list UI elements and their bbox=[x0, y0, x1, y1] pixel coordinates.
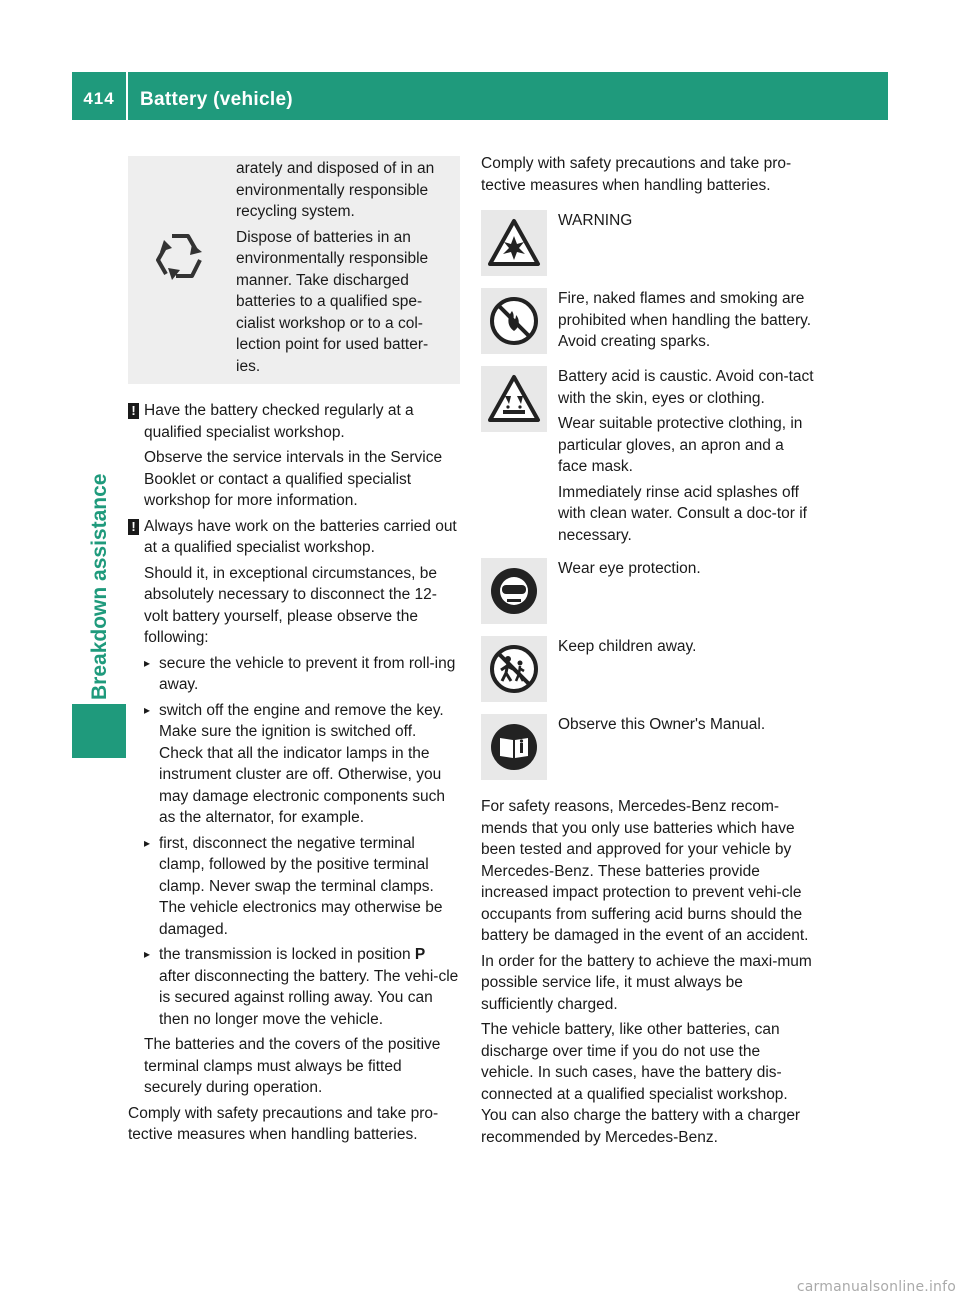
left-column bbox=[128, 156, 460, 1150]
corrosive-warning-icon bbox=[487, 374, 541, 424]
recycle-icon bbox=[148, 226, 212, 290]
symbol-box bbox=[481, 714, 547, 780]
symbol-box bbox=[481, 210, 547, 276]
symbol-row-warning bbox=[481, 210, 814, 276]
discharge-paragraph: The vehicle battery, like other batteries, can discharge over time if you do not use the vehicle. In such cases, have the battery dis-connected at a qualified specialist workshop. You can also charge the battery with a charger recommended by Mercedes-Benz. bbox=[481, 1021, 801, 1146]
recycle-text bbox=[236, 158, 446, 381]
read-manual-icon bbox=[488, 721, 540, 773]
notice-1 bbox=[128, 400, 460, 512]
section-marker bbox=[72, 704, 126, 758]
symbol-box bbox=[481, 636, 547, 702]
list-item: ▸ secure the vehicle to prevent it from roll-ing away. bbox=[144, 653, 460, 696]
recycle-paragraph-1: arately and disposed of in an environmentally responsible recycling system. bbox=[236, 160, 435, 220]
symbol-text bbox=[558, 288, 814, 353]
exclamation-icon: ! bbox=[128, 519, 139, 535]
approved-batteries-paragraph: For safety reasons, Mercedes-Benz recom-mends that you only use batteries which have been tested and approved for your vehicle by Mercedes-Benz. These batteries provide increased impact protection to prevent vehi-cle occupants from suffering acid burns should the battery be damaged in the event of an accident. bbox=[481, 798, 809, 944]
gear-position-p: P bbox=[414, 946, 426, 963]
comply-paragraph-left: Comply with safety precautions and take pro-tective measures when handling batteries. bbox=[128, 1104, 439, 1143]
symbol-box bbox=[481, 288, 547, 354]
eye-protection-icon bbox=[488, 565, 540, 617]
symbol-text-line: Wear eye protection. bbox=[558, 560, 701, 577]
symbol-row-children bbox=[481, 636, 814, 702]
list-item bbox=[144, 944, 460, 1030]
symbol-row-no-fire bbox=[481, 288, 814, 354]
symbol-text bbox=[558, 636, 814, 658]
explosion-warning-icon bbox=[487, 218, 541, 268]
notice-2-text: Always have work on the batteries carried out at a qualified specialist workshop. bbox=[144, 517, 457, 556]
list-item-text-rest: after disconnecting the battery. The vehi-cle is secured against rolling away. You can then no longer move the vehicle. bbox=[159, 967, 459, 1028]
no-fire-icon bbox=[488, 295, 540, 347]
recycle-panel bbox=[128, 156, 460, 384]
symbol-box bbox=[481, 366, 547, 432]
symbol-text-line: Immediately rinse acid splashes off with clean water. Consult a doc-tor if necessary. bbox=[558, 483, 807, 544]
notice-1-detail: Observe the service intervals in the Service Booklet or contact a qualified specialist workshop for more information. bbox=[144, 449, 443, 509]
exclamation-icon: ! bbox=[128, 403, 139, 419]
recycle-paragraph-2: Dispose of batteries in an environmentally responsible manner. Take discharged batteries to a qualified spe-cialist workshop or to a col-lection point for used batter-ies. bbox=[236, 228, 429, 375]
right-column bbox=[481, 153, 814, 1152]
symbol-box bbox=[481, 558, 547, 624]
symbol-text-line: WARNING bbox=[558, 212, 633, 229]
symbol-text bbox=[558, 366, 814, 546]
header-divider bbox=[126, 72, 128, 120]
list-item: ▸ switch off the engine and remove the key. Make sure the ignition is switched off. Check that all the indicator lamps in the instrument cluster are off. Otherwise, you may damage electronic components such as the alternator, for example. bbox=[144, 700, 460, 829]
symbol-text bbox=[558, 210, 814, 232]
symbol-row-eye-protection bbox=[481, 558, 814, 624]
covers-paragraph: The batteries and the covers of the positive terminal clamps must always be fitted securely during operation. bbox=[144, 1036, 441, 1096]
symbol-text bbox=[558, 714, 814, 736]
symbol-text-line: Keep children away. bbox=[558, 638, 697, 655]
list-item-text: the transmission is locked in position bbox=[159, 946, 411, 963]
comply-paragraph-right: Comply with safety precautions and take pro-tective measures when handling batteries. bbox=[481, 155, 792, 194]
symbol-text-line: Battery acid is caustic. Avoid con-tact with the skin, eyes or clothing. bbox=[558, 368, 814, 407]
service-life-paragraph: In order for the battery to achieve the maxi-mum possible service life, it must always be sufficiently charged. bbox=[481, 952, 812, 1013]
disconnect-steps bbox=[128, 653, 460, 1031]
notice-2-detail: Should it, in exceptional circumstances, be absolutely necessary to disconnect the 12-volt battery yourself, please observe the following: bbox=[144, 564, 437, 646]
keep-children-away-icon bbox=[488, 643, 540, 695]
symbol-row-corrosive bbox=[481, 366, 814, 546]
section-side-tab-label: Breakdown assistance bbox=[88, 473, 111, 700]
watermark: carmanualsonline.info bbox=[796, 1278, 956, 1295]
symbol-text bbox=[558, 558, 814, 580]
list-item: ▸ first, disconnect the negative terminal clamp, followed by the positive terminal clamp. Never swap the terminal clamps. The vehicle electronics may otherwise be damaged. bbox=[144, 833, 460, 941]
symbol-text-line: Fire, naked flames and smoking are prohibited when handling the battery. Avoid creating sparks. bbox=[558, 290, 812, 350]
page-title: Battery (vehicle) bbox=[140, 89, 293, 110]
section-side-tab bbox=[86, 450, 114, 700]
symbol-text-line: Observe this Owner's Manual. bbox=[558, 716, 766, 733]
notice-2 bbox=[128, 516, 460, 649]
symbol-row-manual bbox=[481, 714, 814, 780]
symbol-text-line: Wear suitable protective clothing, in particular gloves, an apron and a face mask. bbox=[558, 415, 803, 475]
notice-1-text: Have the battery checked regularly at a qualified specialist workshop. bbox=[144, 402, 414, 441]
page-number: 414 bbox=[83, 89, 115, 108]
